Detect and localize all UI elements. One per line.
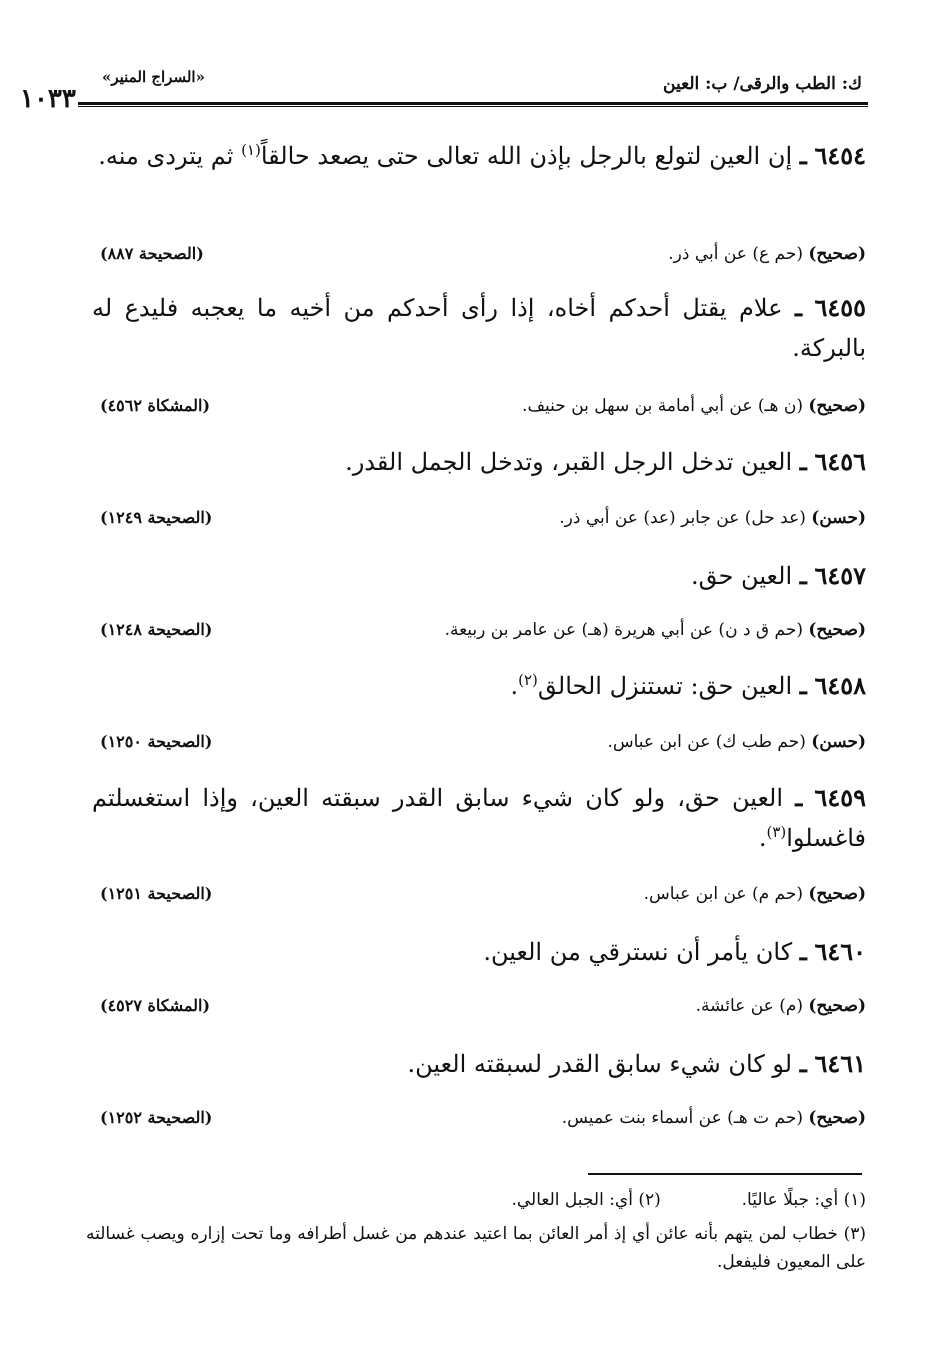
hadith-dash: ـ xyxy=(799,937,807,966)
chapter-heading: ك: الطب والرقى/ ب: العين xyxy=(663,74,862,94)
footnote-text: أي: جبلًا عاليًا. xyxy=(741,1190,844,1210)
hadith-dash: ـ xyxy=(799,561,807,590)
reference: (الصحيحة ٨٨٧) xyxy=(100,244,204,263)
footnote-ref: (١) xyxy=(241,141,261,159)
hadith-text-cont: ثم يتردى منه. xyxy=(98,142,242,170)
hadith-6461 xyxy=(92,1044,866,1084)
reference: (المشكاة ٤٥٢٧) xyxy=(100,996,211,1015)
hadith-text: علام يقتل أحدكم أخاه، إذا رأى أحدكم من أخيه ما يعجبه فليدع له بالبركة. xyxy=(92,294,866,362)
reference: (الصحيحة ١٢٤٨) xyxy=(100,620,213,639)
source: (حم ت هـ) عن أسماء بنت عميس. xyxy=(561,1108,809,1128)
footnote-number: (٢) xyxy=(638,1190,661,1210)
book-title: «السراج المنير» xyxy=(102,68,205,86)
header-rule-thin xyxy=(78,106,868,107)
hadith-number: ٦٤٦١ xyxy=(814,1049,866,1078)
header-rule xyxy=(78,102,868,105)
footnote-text: خطاب لمن يتهم بأنه عائن أي إذ أمر العائن بما اعتيد عندهم من غسل أطرافه وما تحت إزاره ويصب غسالته على المعيون فليفعل. xyxy=(86,1224,866,1272)
hadith-dash: ـ xyxy=(799,1049,807,1078)
source: (حم م) عن ابن عباس. xyxy=(643,884,809,904)
grade: (صحيح) xyxy=(808,884,866,904)
hadith-number: ٦٤٥٦ xyxy=(814,447,866,476)
hadith-text: العين حق. xyxy=(690,562,793,590)
hadith-6460 xyxy=(92,932,866,972)
hadith-dash: ـ xyxy=(799,671,807,700)
hadith-6458 xyxy=(92,666,866,706)
grade: (صحيح) xyxy=(808,396,866,416)
grade: (صحيح) xyxy=(808,1108,866,1128)
hadith-text: كان يأمر أن نسترقي من العين. xyxy=(483,938,793,966)
footnote-ref: (٢) xyxy=(518,671,538,689)
hadith-dash: ـ xyxy=(795,783,803,812)
hadith-text: العين حق، ولو كان شيء سابق القدر سبقته العين، وإذا استغسلتم فاغسلوا xyxy=(92,784,866,852)
grade-line xyxy=(186,884,866,904)
hadith-text: إن العين لتولع بالرجل بإذن الله تعالى حتى يصعد حالقاً xyxy=(260,142,793,170)
reference: (الصحيحة ١٢٤٩) xyxy=(100,508,213,527)
hadith-number: ٦٤٦٠ xyxy=(814,937,866,966)
grade-line xyxy=(186,244,866,264)
grade-line xyxy=(186,620,866,640)
hadith-6459 xyxy=(92,778,866,858)
hadith-number: ٦٤٥٤ xyxy=(814,141,866,170)
footnote-3 xyxy=(86,1220,866,1276)
footnote-1-2 xyxy=(86,1186,866,1214)
reference: (الصحيحة ١٢٥٠) xyxy=(100,732,213,751)
grade: (حسن) xyxy=(811,508,866,528)
grade: (صحيح) xyxy=(808,620,866,640)
grade: (صحيح) xyxy=(808,996,866,1016)
footnote-ref: (٣) xyxy=(766,823,787,841)
hadith-number: ٦٤٥٩ xyxy=(814,783,866,812)
hadith-text-cont: . xyxy=(758,824,767,852)
hadith-6454 xyxy=(92,136,866,176)
grade-line xyxy=(186,1108,866,1128)
hadith-6456 xyxy=(92,442,866,482)
reference: (الصحيحة ١٢٥١) xyxy=(100,884,213,903)
source: (حم ع) عن أبي ذر. xyxy=(668,244,809,264)
hadith-6457 xyxy=(92,556,866,596)
grade: (حسن) xyxy=(811,732,866,752)
hadith-number: ٦٤٥٧ xyxy=(814,561,866,590)
hadith-text: العين حق: تستنزل الحالق xyxy=(537,672,793,700)
grade-line xyxy=(186,508,866,528)
footnote-separator xyxy=(588,1173,862,1175)
grade-line xyxy=(186,732,866,752)
reference: (الصحيحة ١٢٥٢) xyxy=(100,1108,213,1127)
footnote-number: (٣) xyxy=(843,1224,867,1244)
hadith-number: ٦٤٥٨ xyxy=(814,671,866,700)
hadith-dash: ـ xyxy=(794,293,803,322)
hadith-6455 xyxy=(92,288,866,368)
reference: (المشكاة ٤٥٦٢) xyxy=(100,396,211,415)
hadith-dash: ـ xyxy=(799,447,807,476)
footnote-text: أي: الجبل العالي. xyxy=(511,1190,639,1210)
footnote-number: (١) xyxy=(843,1190,866,1210)
grade: (صحيح) xyxy=(808,244,866,264)
source: (م) عن عائشة. xyxy=(695,996,809,1016)
hadith-text-cont: . xyxy=(510,672,519,700)
source: (ن هـ) عن أبي أمامة بن سهل بن حنيف. xyxy=(522,396,809,416)
hadith-dash: ـ xyxy=(799,141,807,170)
grade-line xyxy=(186,996,866,1016)
source: (حم ق د ن) عن أبي هريرة (هـ) عن عامر بن ربيعة. xyxy=(444,620,809,640)
grade-line xyxy=(186,396,866,416)
hadith-number: ٦٤٥٥ xyxy=(814,293,867,322)
hadith-text: لو كان شيء سابق القدر لسبقته العين. xyxy=(407,1050,793,1078)
page-number: ١٠٣٣ xyxy=(20,84,76,114)
source: (حم طب ك) عن ابن عباس. xyxy=(607,732,812,752)
hadith-text: العين تدخل الرجل القبر، وتدخل الجمل القدر. xyxy=(345,448,793,476)
source: (عد حل) عن جابر (عد) عن أبي ذر. xyxy=(559,508,812,528)
